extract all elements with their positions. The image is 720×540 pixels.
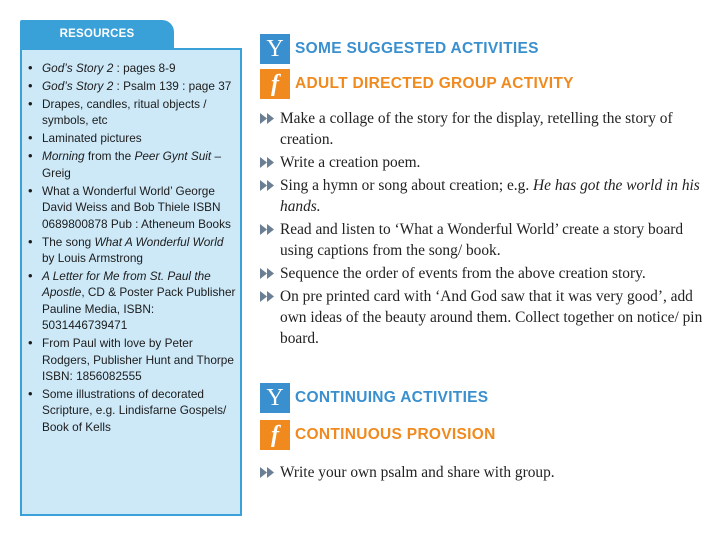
resources-title: RESOURCES [20, 20, 174, 50]
resource-item: • Morning from the Peer Gynt Suit – Greig [26, 148, 238, 181]
resource-item: • Laminated pictures [26, 130, 238, 146]
resource-item: • Some illustrations of decorated Scripture, e.g. Lindisfarne Gospels/ Book of Kells [26, 386, 238, 435]
f-badge-icon: f [260, 69, 290, 99]
continuous-provision-heading: f CONTINUOUS PROVISION [260, 420, 496, 450]
resource-item: • What a Wonderful World’ George David Weiss and Bob Thiele ISBN 0689800878 Pub : Atheneum Books [26, 183, 238, 232]
resource-item: • God’s Story 2 : pages 8-9 [26, 60, 238, 76]
continuing-activities-heading: Y CONTINUING ACTIVITIES [260, 383, 488, 413]
continuous-list [260, 462, 710, 485]
double-arrow-icon [260, 467, 274, 478]
f-badge-icon: f [260, 420, 290, 450]
adult-directed-heading: f ADULT DIRECTED GROUP ACTIVITY [260, 69, 574, 99]
resource-item: • God’s Story 2 : Psalm 139 : page 37 [26, 78, 238, 94]
activity-item: Sing a hymn or song about creation; e.g. He has got the world in his hands. [260, 175, 710, 217]
double-arrow-icon [260, 180, 274, 191]
activity-item: Write your own psalm and share with group. [260, 462, 710, 483]
double-arrow-icon [260, 268, 274, 279]
resource-item: • The song What A Wonderful World by Louis Armstrong [26, 234, 238, 267]
double-arrow-icon [260, 224, 274, 235]
resources-list [26, 60, 238, 437]
activity-item: Sequence the order of events from the above creation story. [260, 263, 710, 284]
activity-item: Make a collage of the story for the display, retelling the story of creation. [260, 108, 710, 150]
activities-list [260, 108, 710, 351]
double-arrow-icon [260, 157, 274, 168]
resource-item: • A Letter for Me from St. Paul the Apostle, CD & Poster Pack Publisher Pauline Media, ISBN: 5031446739471 [26, 268, 238, 334]
activity-item: On pre printed card with ‘And God saw that it was very good’, add own ideas of the beauty around them. Collect together on notice/ pin board. [260, 286, 710, 349]
y-badge-icon: Y [260, 383, 290, 413]
resource-item: • From Paul with love by Peter Rodgers, Publisher Hunt and Thorpe ISBN: 1856082555 [26, 335, 238, 384]
resource-item: • Drapes, candles, ritual objects / symbols, etc [26, 96, 238, 129]
activity-item: Read and listen to ‘What a Wonderful World’ create a story board using captions from the song/ book. [260, 219, 710, 261]
suggested-activities-heading: Y SOME SUGGESTED ACTIVITIES [260, 34, 539, 64]
double-arrow-icon [260, 291, 274, 302]
double-arrow-icon [260, 113, 274, 124]
activity-item: Write a creation poem. [260, 152, 710, 173]
y-badge-icon: Y [260, 34, 290, 64]
